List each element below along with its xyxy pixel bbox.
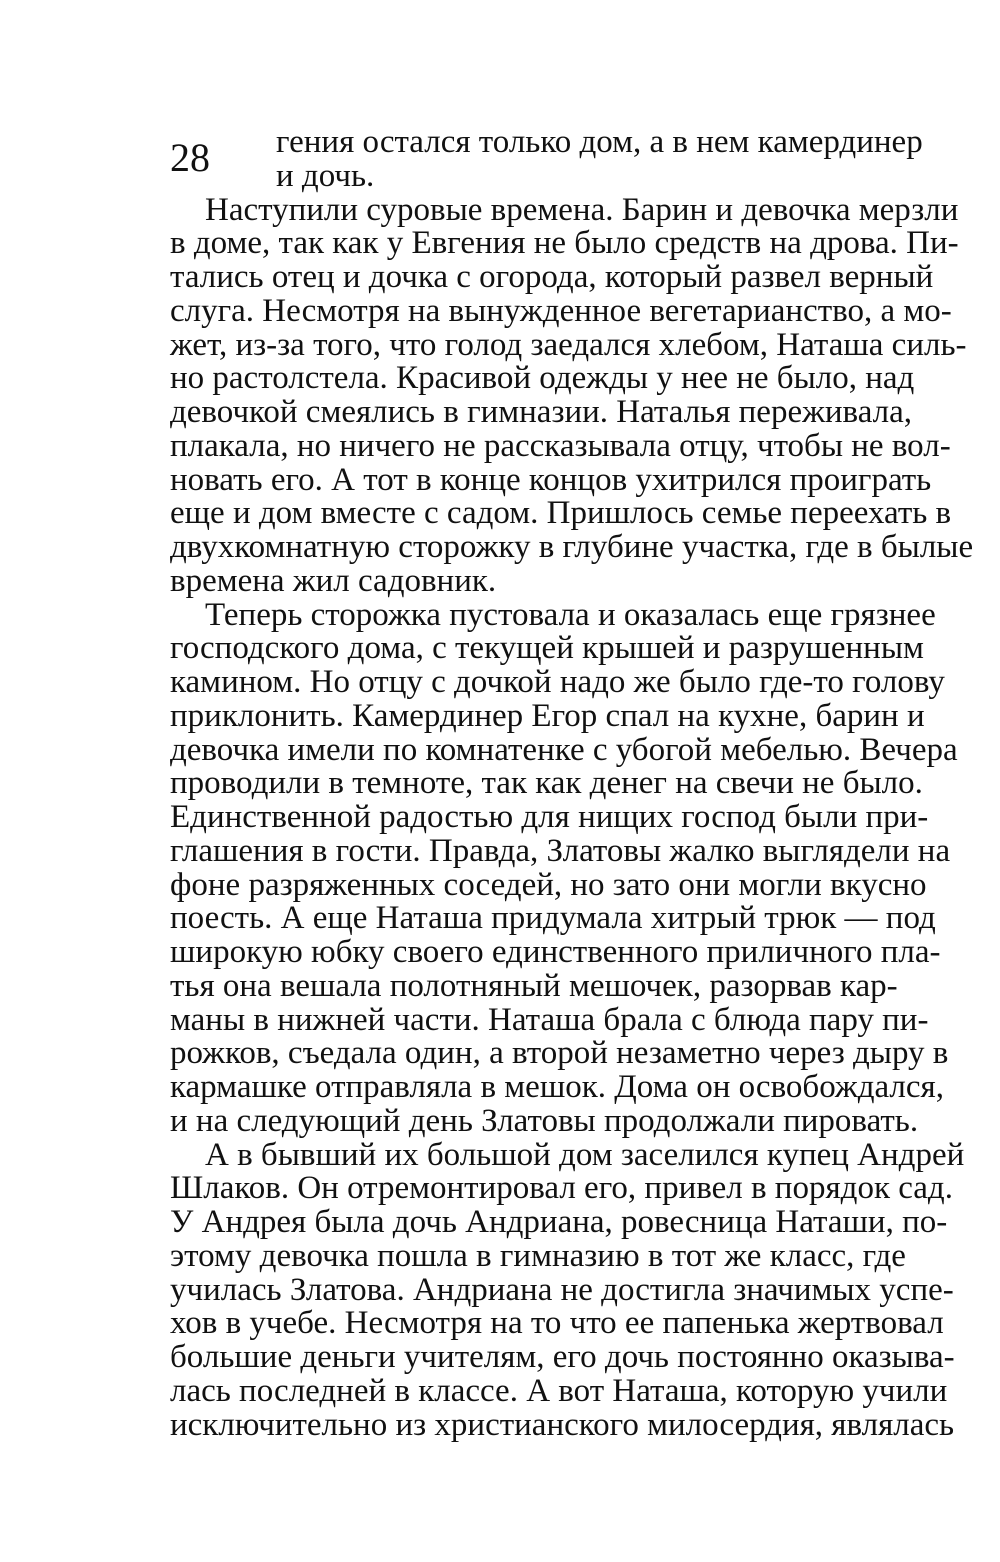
text-line: времена жил садовник. [170,562,497,599]
text-line: девочкой смеялись в гимназии. Наталья переживала, [170,394,913,430]
text-line: фоне разряженных соседей, но зато они могли вкусно [170,866,927,903]
text-line: тья она вешала полотняный мешочек, разорвав кар- [170,967,898,1004]
text-line: У Андрея была дочь Андриана, ровесница Наташи, по- [170,1204,948,1240]
text-line: камином. Но отцу с дочкой надо же было где-то голову [170,664,945,700]
text-line: большие деньги учителям, его дочь постоянно оказыва- [170,1339,955,1375]
text-line: приклонить. Камердинер Егор спал на кухне, барин и [170,697,925,734]
text-line: жет, из-за того, что голод заедался хлебом, Наташа силь- [170,326,967,363]
body-text [170,124,974,1443]
text-line: Шлаков. Он отремонтировал его, привел в порядок сад. [170,1170,953,1207]
text-line: гения остался только дом, а в нем камердинер [276,124,923,160]
text-line: исключительно из христианского милосердия, являлась [170,1406,955,1443]
text-line: Единственной радостью для нищих господ были при- [170,799,929,835]
text-line: глашения в гости. Правда, Златовы жалко выглядели на [170,832,951,869]
text-line: Наступили суровые времена. Барин и девочка мерзли [205,191,959,228]
text-line: маны в нижней части. Наташа брала с блюда пару пи- [170,1001,929,1038]
text-line: тались отец и дочка с огорода, который развел верный [170,259,934,295]
text-line: новать его. А тот в конце концов ухитрился проиграть [170,461,932,498]
text-line: училась Златова. Андриана не достигла значимых успе- [170,1271,954,1308]
text-line: еще и дом вместе с садом. Пришлось семье переехать в [170,495,952,532]
text-line: лась последней в классе. А вот Наташа, которую учили [170,1372,948,1409]
text-line: господского дома, с текущей крышей и разрушенным [170,630,924,667]
text-line: в доме, так как у Евгения не было средств на дрова. Пи- [170,225,959,262]
text-line: хов в учебе. Несмотря на то что ее папенька жертвовал [170,1305,944,1342]
page-number: 28 [170,135,210,180]
text-line: проводили в темноте, так как денег на свечи не было. [170,765,923,802]
text-line: и на следующий день Златовы продолжали пировать. [170,1102,919,1139]
text-line: но растолстела. Красивой одежды у нее не было, над [170,360,915,397]
text-line: кармашке отправляла в мешок. Дома он освобождался, [170,1069,944,1105]
text-line: широкую юбку своего единственного приличного пла- [170,934,941,970]
text-line: девочка имели по комнатенке с убогой мебелью. Вечера [170,731,958,768]
text-line: и дочь. [276,157,375,194]
text-line: плакала, но ничего не рассказывала отцу, чтобы не вол- [170,427,951,464]
text-line: двухкомнатную сторожку в глубине участка, где в былые [170,529,974,565]
text-line: слуга. Несмотря на вынужденное вегетарианство, а мо- [170,292,952,329]
text-line: этому девочка пошла в гимназию в тот же класс, где [170,1237,906,1274]
text-line: Теперь сторожка пустовала и оказалась еще грязнее [205,596,936,633]
text-line: рожков, съедала один, а второй незаметно через дыру в [170,1035,949,1072]
text-line: А в бывший их большой дом заселился купец Андрей [205,1136,965,1173]
text-line: поесть. А еще Наташа придумала хитрый трюк — под [170,900,936,937]
